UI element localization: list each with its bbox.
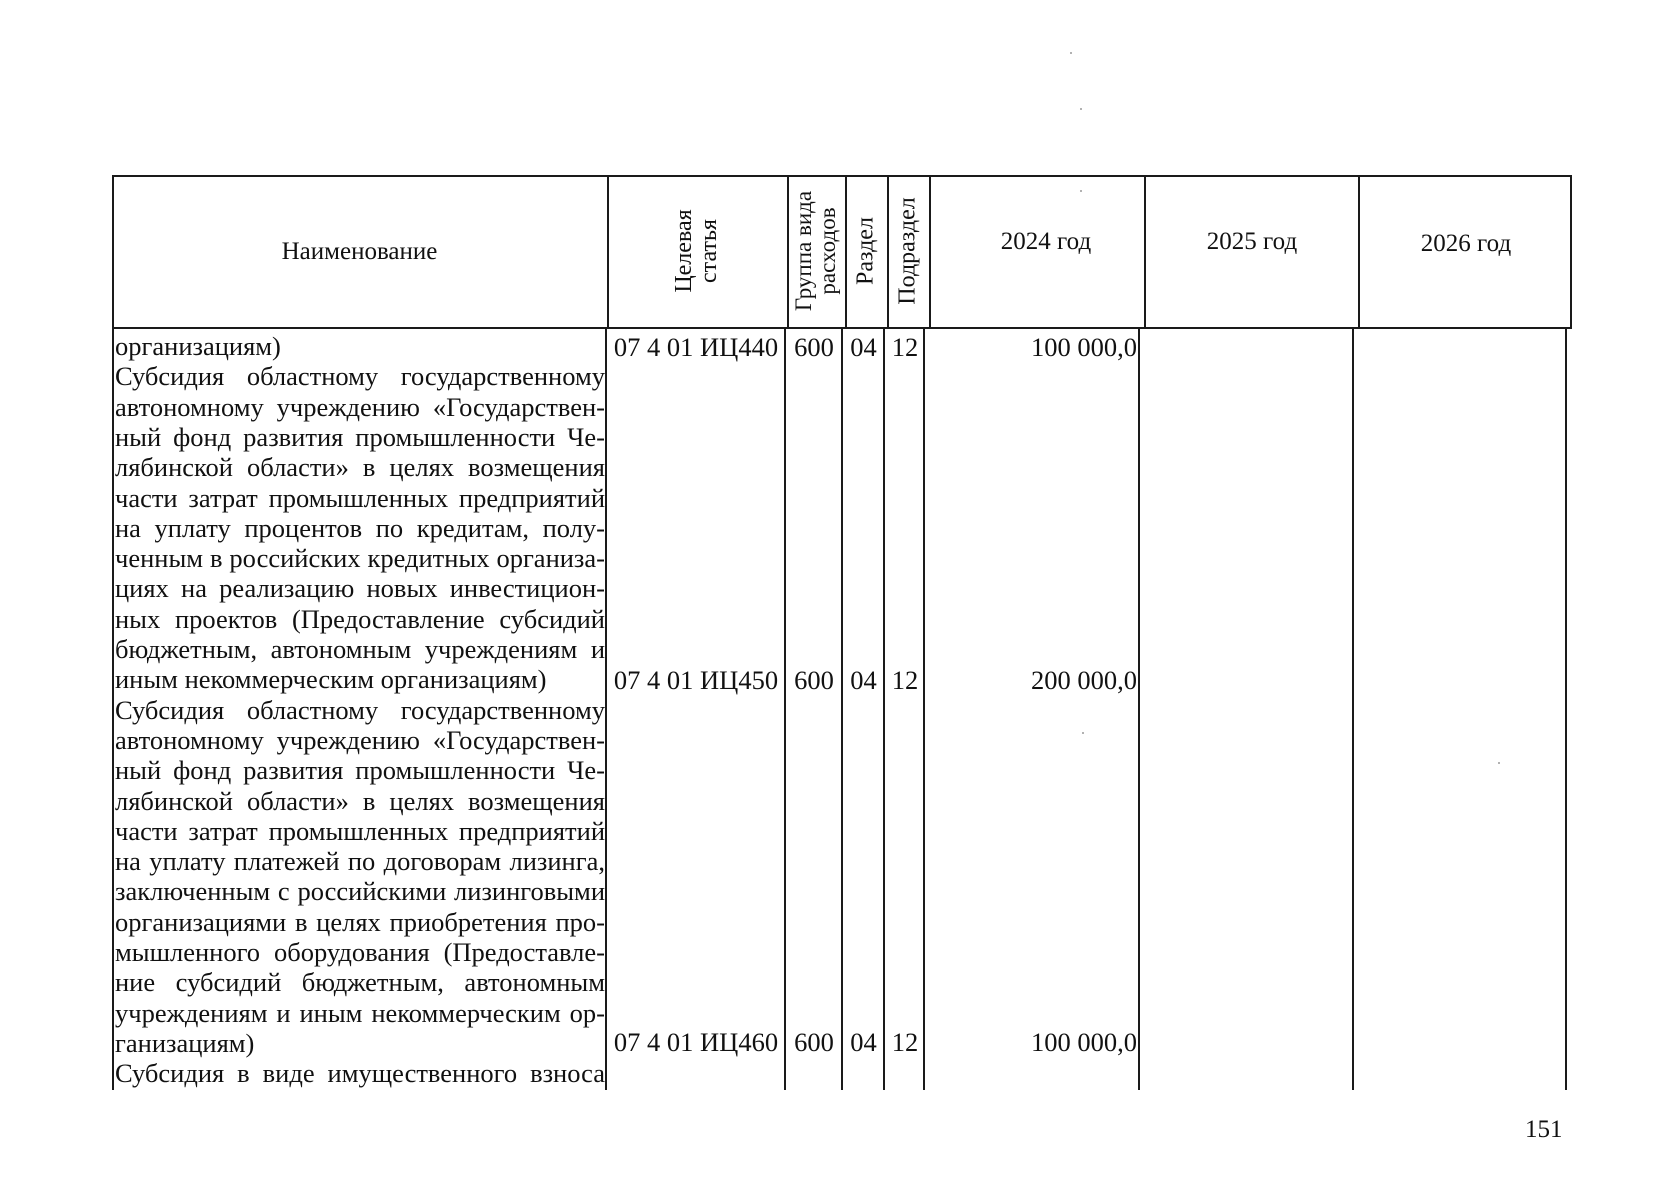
header-subsection: Подраздел [894,197,921,305]
name-text-line: Субсидия областному государственному [115,694,605,725]
cell-section: 04 [850,1027,877,1057]
header-divider [787,175,789,329]
name-text-line: ный фонд развития промышленности Че- [115,755,605,786]
cell-expense-group: 600 [794,665,834,695]
cell-year-2024: 100 000,0 [1031,1027,1137,1057]
scan-speck [1070,52,1072,54]
table-top-border [112,175,1572,177]
header-section: Раздел [852,217,879,285]
header-divider [845,175,847,329]
cell-subsection: 12 [891,332,919,362]
cell-section: 04 [850,332,877,362]
name-text-line: лябинской области» в целях возмещения [115,785,605,816]
name-text-line: ных проектов (Предоставление субсидий [115,603,605,634]
name-text-line: Субсидия областному государственному [115,361,605,392]
header-expense-group: Группа вида расходов [790,190,840,312]
cell-target-article: 07 4 01 ИЦ450 [613,665,779,695]
name-text-line: на уплату процентов по кредитам, полу- [115,512,605,543]
cell-target-article: 07 4 01 ИЦ440 [613,332,779,362]
header-name: Наименование [281,238,438,265]
body-divider [841,327,843,1090]
name-text-line: ганизациям) [115,1027,255,1058]
body-divider [784,327,786,1090]
name-text-line: заключенным с российскими лизинговыми [115,876,605,907]
cell-target-article: 07 4 01 ИЦ460 [613,1027,779,1057]
name-text-line: автономному учреждению «Государствен- [115,391,605,422]
header-year-2024: 2024 год [1000,228,1092,255]
name-text-line: Субсидия в виде имущественного взноса [115,1058,605,1089]
name-text-line: мышленного оборудования (Предоставле- [115,937,605,967]
name-text-line: лябинской области» в целях возмещения [115,452,605,483]
body-divider [1138,327,1140,1090]
name-text-line: ченным в российских кредитных организа- [115,543,605,574]
name-text-line: части затрат промышленных предприятий [115,482,605,513]
cell-year-2024: 200 000,0 [1031,665,1137,695]
body-divider [883,327,885,1090]
name-text-line: ный фонд развития промышленности Че- [115,421,605,452]
cell-expense-group: 600 [794,1027,834,1057]
name-text-line: организациям) [115,331,281,361]
header-year-2025: 2025 год [1206,228,1298,255]
cell-year-2024: 100 000,0 [1031,332,1137,362]
body-divider [605,327,607,1090]
header-divider [887,175,889,329]
name-text-line: ние субсидий бюджетным, автономным [115,967,605,998]
body-border-left [112,327,114,1090]
name-text-line: автономному учреждению «Государствен- [115,724,605,755]
body-divider [1352,327,1354,1090]
cell-subsection: 12 [891,1027,919,1057]
budget-table [112,175,1572,1090]
header-year-2026: 2026 год [1420,230,1512,257]
scan-speck [1080,108,1082,110]
cell-section: 04 [850,665,877,695]
body-divider [923,327,925,1090]
name-text-line: учреждениям и иным некоммерческим ор- [115,997,605,1028]
header-target-article: Целевая статья [670,209,722,293]
cell-subsection: 12 [891,665,919,695]
page-number: 151 [1525,1116,1563,1143]
name-text-line: циях на реализацию новых инвестицион- [115,573,605,604]
header-divider [929,175,931,329]
name-text-line: части затрат промышленных предприятий [115,815,605,846]
name-text-line: иным некоммерческим организациям) [115,664,547,695]
name-text-line: на уплату платежей по договорам лизинга, [115,846,605,877]
cell-expense-group: 600 [794,332,834,362]
name-text-line: организациями в целях приобретения про- [115,906,605,937]
body-border-right [1565,327,1567,1090]
name-text-line: бюджетным, автономным учреждениям и [115,634,605,664]
header-divider [607,175,609,329]
